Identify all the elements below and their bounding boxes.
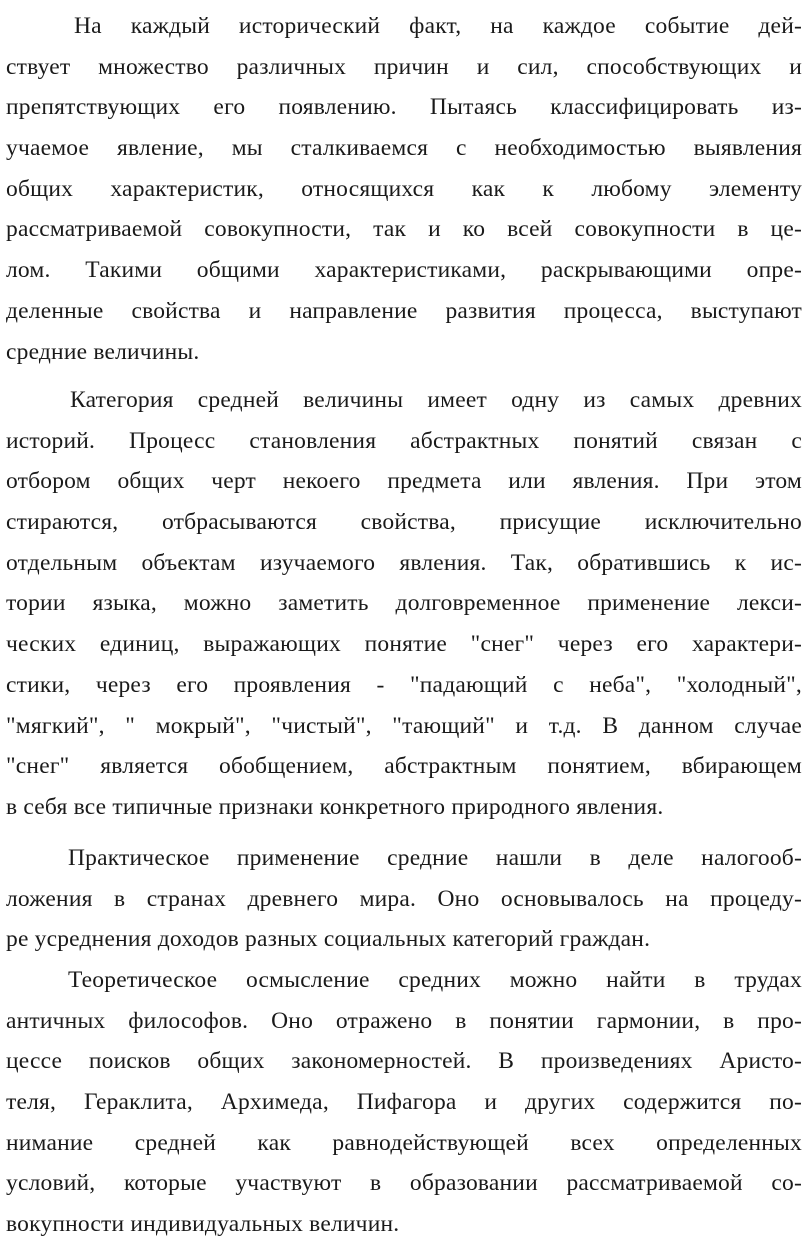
- text-line: цессе поисков общих закономерностей. В произведениях Аристо-: [6, 1048, 802, 1075]
- paragraph-category-of-average: [6, 380, 802, 828]
- text-line: "снег" является обобщением, абстрактным понятием, вбирающем: [6, 753, 802, 780]
- text-line: отдельным объектам изучаемого явления. Так, обратившись к ис-: [6, 549, 802, 576]
- text-line: ре усреднения доходов разных социальных категорий граждан.: [6, 926, 651, 953]
- text-line: стираются, отбрасываются свойства, присущие исключительно: [6, 509, 802, 536]
- text-line: условий, которые участвуют в образовании рассматриваемой со-: [6, 1170, 802, 1197]
- text-line: стики, через его проявления - "падающий с неба", "холодный",: [6, 671, 802, 698]
- text-line: Категория средней величины имеет одну из самых древних: [70, 387, 802, 413]
- text-line: деленные свойства и направление развития процесса, выступают: [6, 297, 802, 324]
- text-line: тории языка, можно заметить долговременное применение лекси-: [6, 590, 802, 617]
- text-line: вокупности индивидуальных величин.: [6, 1211, 400, 1238]
- text-line: общих характеристик, относящихся как к любому элементу: [6, 175, 802, 202]
- paragraph-historical-fact: [6, 6, 802, 372]
- text-line: античных философов. Оно отражено в понятии гармонии, в про-: [6, 1007, 802, 1034]
- text-line: рассматриваемой совокупности, так и ко всей совокупности в це-: [6, 216, 802, 243]
- text-line: На каждый исторический факт, на каждое событие дей-: [74, 13, 802, 39]
- text-line: учаемое явление, мы сталкиваемся с необходимостью выявления: [6, 135, 802, 162]
- text-line: ческих единиц, выражающих понятие "снег" через его характери-: [6, 631, 802, 658]
- text-line: ствует множество различных причин и сил, способствующих и: [6, 53, 802, 80]
- text-line: теля, Гераклита, Архимеда, Пифагора и других содержится по-: [6, 1089, 802, 1116]
- paragraph-practical-application: [6, 838, 802, 960]
- text-line: в себя все типичные признаки конкретного природного явления.: [6, 793, 664, 820]
- text-line: отбором общих черт некоего предмета или явления. При этом: [6, 468, 802, 495]
- text-line: Теоретическое осмысление средних можно найти в трудах: [68, 967, 802, 993]
- text-line: нимание средней как равнодействующей всех определенных: [6, 1129, 802, 1156]
- paragraph-theoretical-understanding: [6, 960, 802, 1245]
- text-line: Практическое применение средние нашли в деле налогооб-: [68, 845, 802, 871]
- text-line: историй. Процесс становления абстрактных понятий связан с: [6, 427, 802, 454]
- text-line: средние величины.: [6, 338, 200, 365]
- text-line: "мягкий", " мокрый", "чистый", "тающий" и т.д. В данном случае: [6, 712, 802, 739]
- text-line: препятствующих его появлению. Пытаясь классифицировать из-: [6, 94, 802, 121]
- text-line: лом. Такими общими характеристиками, раскрывающими опре-: [6, 257, 802, 284]
- text-line: ложения в странах древнего мира. Оно основывалось на процеду-: [6, 885, 802, 912]
